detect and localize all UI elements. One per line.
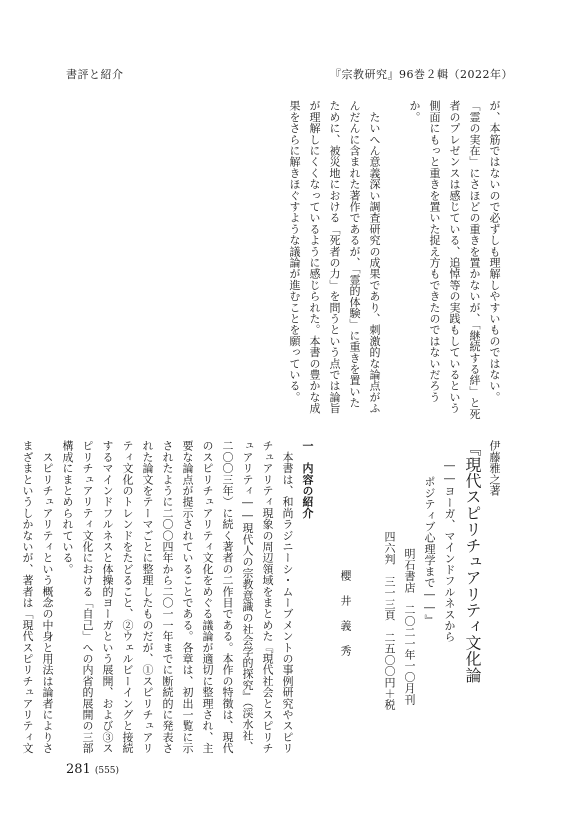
book-format: 四六判 三一三頁 二五〇〇円＋税 bbox=[383, 531, 396, 711]
lower-text-line: チュアリティ現象の周辺領域をまとめた『現代社会とスピリチ bbox=[261, 440, 274, 754]
upper-text-line: ために、被災地における「死者の力」を問うという点では論旨 bbox=[328, 100, 341, 414]
book-subtitle: ――ヨーガ、マインドフルネスから bbox=[443, 459, 456, 643]
lower-text-line: スピリチュアリティという概念の中身と用法は論者によりさ bbox=[41, 440, 54, 754]
lower-text-line: ティ文化のトレンドをたどること、②ウェルビーイングと接続 bbox=[121, 440, 134, 754]
running-header-right: 『宗教研究』96巻２輯（2022年） bbox=[330, 68, 513, 81]
upper-text-line: んだんに含まれた著作であるが、「霊的体験」に重きを置いた bbox=[348, 100, 361, 409]
book-title: 『現代スピリチュアリティ文化論 bbox=[463, 440, 482, 683]
lower-text-line: 要な論点が提示されていることである。各章は、初出一覧に示 bbox=[181, 440, 194, 754]
lower-text-line: 二〇〇三年）に続く著者の二作目である。本作の特徴は、現代 bbox=[221, 440, 234, 754]
upper-text-line: 側面にもっと重きを置いた捉え方もできたのではないだろう bbox=[428, 100, 441, 403]
running-header-left: 書評と紹介 bbox=[66, 68, 124, 81]
book-subtitle: ポジティブ心理学まで――』 bbox=[423, 476, 436, 626]
upper-text-line: が理解しにくくなっているように感じられた。本書の豊かな成 bbox=[308, 100, 321, 414]
upper-text-line: が、本筋ではないので必ずしも理解しやすいものではない。 bbox=[488, 100, 501, 403]
lower-text-line: まざまというしかないが、著者は「現代スピリチュアリティ文 bbox=[21, 440, 34, 754]
page-footer bbox=[66, 758, 119, 777]
book-author: 伊藤雅之著 bbox=[488, 440, 501, 496]
section-heading: 一 内容の紹介 bbox=[301, 440, 314, 519]
upper-text-line: たいへん意義深い調査研究の成果であり、刺激的な論点がふ bbox=[368, 100, 381, 414]
lower-text-line: 構成にまとめられている。 bbox=[61, 440, 74, 575]
page-number: 281 bbox=[66, 762, 91, 777]
lower-text-line: 本書は、和尚ラジニーシ・ムーブメントの事例研究やスピリ bbox=[281, 440, 294, 754]
upper-text-line: 者のプレゼンスは感じている、追悼等の実践もしているという bbox=[448, 100, 461, 414]
lower-text-line: ュアリティ――現代人の宗教意識の社会学的探究』（渓水社、 bbox=[241, 440, 254, 753]
page-sub-number: (555) bbox=[94, 766, 120, 776]
lower-text-line: ピリチュアリティ文化における「自己」への内省的展開の三部 bbox=[81, 440, 94, 754]
lower-text-line: れた論文をテーマごとに整理したものだが、①スピリチュアリ bbox=[141, 440, 154, 754]
upper-text-line: か。 bbox=[408, 100, 421, 123]
upper-text-line: 果をさらに解きほぐすような議論が進むことを願っている。 bbox=[288, 100, 301, 403]
reviewer-name: 櫻井義秀 bbox=[339, 570, 352, 670]
upper-text-line: 「霊の実在」にさほどの重きを置かないが、「継続する絆」と死 bbox=[468, 100, 481, 420]
lower-text-line: のスピリチュアリティ文化をめぐる議論が適切に整理され、主 bbox=[201, 440, 214, 754]
lower-text-line: するマインドフルネスと体操的ヨーガという展開、および③ス bbox=[101, 440, 114, 754]
book-publisher: 明石書店 二〇二一年一〇月刊 bbox=[403, 548, 416, 705]
lower-text-line: されたように二〇〇四年から二〇一一年までに断続的に発表さ bbox=[161, 440, 174, 754]
